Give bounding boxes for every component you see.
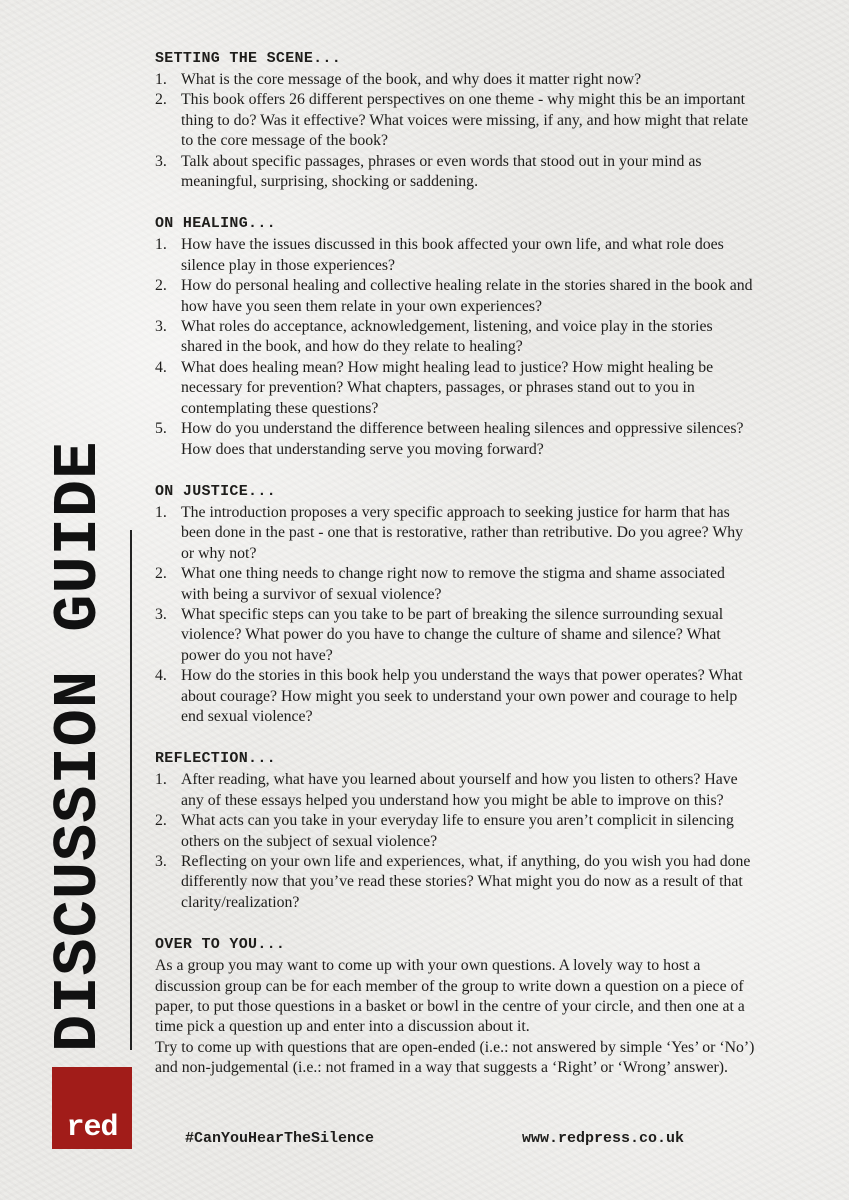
section-title: ON HEALING... xyxy=(155,215,276,233)
section-setting-the-scene xyxy=(155,48,755,192)
section-title: REFLECTION... xyxy=(155,750,276,768)
discussion-guide-vertical-title: DISCUSSION GUIDE xyxy=(43,440,114,1052)
question-list xyxy=(155,70,755,192)
question-item: 1. What is the core message of the book, and why does it matter right now? xyxy=(155,71,642,88)
question-item: 2. What acts can you take in your everyday life to ensure you aren’t complicit in silencing others on the subject of sexual violence? xyxy=(155,812,734,850)
paragraph: Try to come up with questions that are open-ended (i.e.: not answered by simple ‘Yes’ or ‘No’) and non-judgemental (i.e.: not framed in a way that suggests a ‘Right’ or ‘Wrong’ answer). xyxy=(155,1038,755,1077)
question-item: 3. Talk about specific passages, phrases or even words that stood out in your mind as meaningful, surprising, shocking or saddening. xyxy=(155,152,702,191)
question-item: 3. What specific steps can you take to be part of breaking the silence surrounding sexual violence? What power do you have to change the culture of shame and silence? What power do you not have? xyxy=(155,605,724,664)
question-item: 2. How do personal healing and collective healing relate in the stories shared in the book and how have you seen them relate in your own experiences? xyxy=(155,277,753,315)
red-press-logo xyxy=(52,1067,132,1149)
section-on-justice xyxy=(155,481,755,727)
question-item: 2. What one thing needs to change right now to remove the stigma and shame associated with being a survivor of sexual violence? xyxy=(155,565,725,603)
question-list xyxy=(155,770,755,913)
question-list xyxy=(155,235,755,459)
paragraph: As a group you may want to come up with your own questions. A lovely way to host a discussion group can be for each member of the group to write down a question on a piece of paper, to put those questions in a basket or bowl in the centre of your circle, and then one at a time pick a question up and enter into a discussion about it. xyxy=(155,957,745,1036)
question-item: 2. This book offers 26 different perspectives on one theme - why might this be an important thing to do? Was it effective? What voices were missing, if any, and how might that relate to the core message of the book? xyxy=(155,91,749,150)
section-reflection xyxy=(155,748,755,913)
question-item: 1. How have the issues discussed in this book affected your own life, and what role does silence play in those experiences? xyxy=(155,236,724,274)
hashtag: #CanYouHearTheSilence xyxy=(185,1130,375,1147)
section-on-healing xyxy=(155,213,755,459)
section-over-to-you xyxy=(155,934,755,1078)
section-title: ON JUSTICE... xyxy=(155,482,276,500)
question-item: 1. After reading, what have you learned about yourself and how you listen to others? Have any of these essays helped you understand how you might be able to improve on this? xyxy=(155,771,738,809)
question-item: 3. Reflecting on your own life and experiences, what, if anything, do you wish you had done differently now that you’ve read these stories? What might you do now as a result of that clarity/realization? xyxy=(155,853,751,911)
guide-content xyxy=(155,48,755,1100)
question-item: 4. How do the stories in this book help you understand the ways that power operates? What about courage? How might you seek to understand your own power and courage to help end sexual violence? xyxy=(155,667,743,725)
question-item: 1. The introduction proposes a very specific approach to seeking justice for harm that has been done in the past - one that is restorative, rather than retributive. Do you agree? Why or why not? xyxy=(155,503,744,562)
question-item: 4. What does healing mean? How might healing lead to justice? How might healing be necessary for prevention? What chapters, passages, or phrases stand out to you in contemplating these questions? xyxy=(155,358,714,417)
vertical-divider xyxy=(130,530,132,1050)
logo-text: red xyxy=(66,1111,118,1145)
section-title: OVER TO YOU... xyxy=(155,936,286,954)
website-url[interactable]: www.redpress.co.uk xyxy=(522,1130,685,1147)
question-list xyxy=(155,503,755,727)
question-item: 3. What roles do acceptance, acknowledgement, listening, and voice play in the stories shared in the book, and how do they relate to healing? xyxy=(155,318,713,356)
question-item: 5. How do you understand the difference between healing silences and oppressive silences? How does that understanding serve you moving forward? xyxy=(155,420,744,458)
section-title: SETTING THE SCENE... xyxy=(155,50,342,67)
